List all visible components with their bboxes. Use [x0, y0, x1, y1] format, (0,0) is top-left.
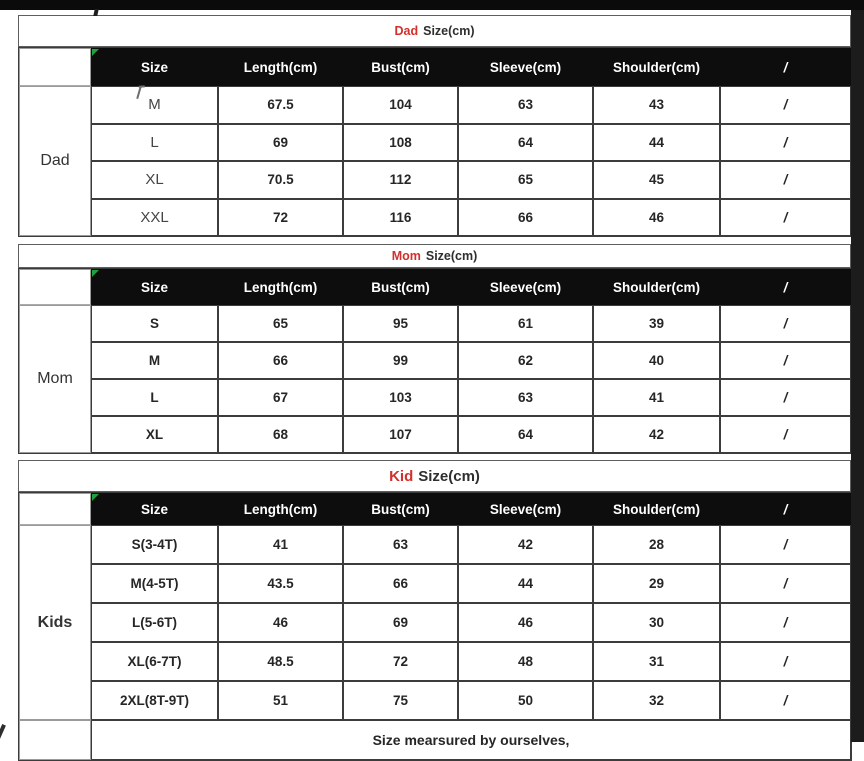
kid-size-table	[18, 492, 852, 761]
column-header	[218, 48, 343, 86]
column-header-label: Size	[140, 279, 168, 295]
column-header	[218, 269, 343, 305]
table-cell: 28	[593, 525, 720, 564]
table-cell: 44	[593, 124, 720, 162]
table-cell: 75	[343, 681, 458, 720]
table-cell: /	[720, 199, 851, 237]
column-header-label: Length(cm)	[243, 501, 318, 517]
top-border-bar	[0, 0, 864, 10]
table-cell: 66	[218, 342, 343, 379]
table-cell: 68	[218, 416, 343, 453]
section-title-group: Dad	[394, 24, 419, 38]
table-cell: /	[720, 603, 851, 642]
section-title-group: Kid	[389, 467, 414, 485]
section-title	[18, 244, 851, 268]
table-cell: 44	[458, 564, 593, 603]
table-cell: 46	[593, 199, 720, 237]
table-cell: L(5-6T)	[91, 603, 218, 642]
table-cell: L	[91, 379, 218, 416]
table-cell: 67.5	[218, 86, 343, 124]
table-cell: 32	[593, 681, 720, 720]
column-header-label: /	[783, 59, 788, 75]
table-cell: 41	[218, 525, 343, 564]
group-label: Dad	[19, 86, 91, 236]
corner-cell	[19, 48, 91, 86]
table-cell: 64	[458, 124, 593, 162]
table-cell: 31	[593, 642, 720, 681]
column-header-label: Size	[140, 501, 168, 517]
table-cell: /	[720, 525, 851, 564]
table-cell: /	[720, 416, 851, 453]
table-cell: 104	[343, 86, 458, 124]
column-header	[343, 48, 458, 86]
table-cell: 45	[593, 161, 720, 199]
section-title-unit: Size(cm)	[425, 249, 478, 263]
column-header-label: /	[783, 501, 788, 517]
column-header	[91, 269, 218, 305]
table-cell: M(4-5T)	[91, 564, 218, 603]
table-cell: 103	[343, 379, 458, 416]
table-cell: 108	[343, 124, 458, 162]
cell-corner-marker-icon	[92, 270, 99, 277]
column-header	[458, 48, 593, 86]
table-cell: 43.5	[218, 564, 343, 603]
column-header	[593, 48, 720, 86]
column-header-label: Shoulder(cm)	[612, 279, 700, 295]
table-cell: 63	[458, 379, 593, 416]
size-chart	[18, 10, 851, 761]
table-cell: 50	[458, 681, 593, 720]
group-label: Kids	[19, 525, 91, 720]
table-cell: 48.5	[218, 642, 343, 681]
column-header	[343, 269, 458, 305]
table-cell: /	[720, 681, 851, 720]
column-header-label: Bust(cm)	[371, 279, 430, 295]
mom-size-section	[18, 244, 851, 454]
table-cell: 41	[593, 379, 720, 416]
table-cell: 66	[458, 199, 593, 237]
column-header-label: Sleeve(cm)	[489, 501, 562, 517]
column-header-label: Sleeve(cm)	[489, 59, 562, 75]
table-cell: 46	[218, 603, 343, 642]
table-cell: 107	[343, 416, 458, 453]
section-title-unit: Size(cm)	[423, 24, 475, 38]
table-cell: XL	[91, 161, 218, 199]
column-header-label: Shoulder(cm)	[612, 501, 700, 517]
table-cell: L	[91, 124, 218, 162]
table-cell: /	[720, 642, 851, 681]
kid-size-section	[18, 460, 851, 761]
table-cell: 69	[218, 124, 343, 162]
corner-cell	[19, 493, 91, 525]
table-cell: M	[91, 342, 218, 379]
column-header-label: Sleeve(cm)	[489, 279, 562, 295]
table-cell: XL(6-7T)	[91, 642, 218, 681]
table-cell: /	[720, 342, 851, 379]
column-header	[720, 269, 851, 305]
column-header	[720, 48, 851, 86]
dad-size-section	[18, 15, 851, 237]
table-cell: 39	[593, 305, 720, 342]
column-header-label: Bust(cm)	[371, 501, 430, 517]
column-header-label: Bust(cm)	[371, 59, 430, 75]
column-header	[458, 269, 593, 305]
table-cell: S(3-4T)	[91, 525, 218, 564]
footer-note: Size mearsured by ourselves,	[91, 720, 851, 760]
cell-corner-marker-icon	[92, 494, 99, 501]
table-cell: 65	[218, 305, 343, 342]
section-title-unit: Size(cm)	[418, 467, 480, 485]
table-cell: 29	[593, 564, 720, 603]
table-cell: 70.5	[218, 161, 343, 199]
table-cell: 30	[593, 603, 720, 642]
table-cell: 64	[458, 416, 593, 453]
table-cell: 66	[343, 564, 458, 603]
table-cell: 67	[218, 379, 343, 416]
table-cell: XXL	[91, 199, 218, 237]
group-label: Mom	[19, 305, 91, 453]
table-cell: /	[720, 161, 851, 199]
table-cell: 48	[458, 642, 593, 681]
table-cell: 63	[343, 525, 458, 564]
table-cell: 2XL(8T-9T)	[91, 681, 218, 720]
column-header	[720, 493, 851, 525]
table-cell: 40	[593, 342, 720, 379]
section-title	[18, 15, 851, 47]
table-cell: 43	[593, 86, 720, 124]
table-cell: 112	[343, 161, 458, 199]
table-cell: 51	[218, 681, 343, 720]
right-border-bar	[851, 0, 864, 742]
dad-size-table	[18, 47, 852, 237]
column-header-label: /	[783, 279, 788, 295]
table-cell: 72	[218, 199, 343, 237]
cell-corner-marker-icon	[92, 49, 99, 56]
column-header	[91, 493, 218, 525]
section-title	[18, 460, 851, 492]
table-cell: /	[720, 305, 851, 342]
corner-cell	[19, 269, 91, 305]
footer-left-cell	[19, 720, 91, 760]
table-cell: 116	[343, 199, 458, 237]
table-cell: 72	[343, 642, 458, 681]
table-cell: 61	[458, 305, 593, 342]
table-cell: S	[91, 305, 218, 342]
column-header	[458, 493, 593, 525]
table-cell: /	[720, 564, 851, 603]
column-header	[593, 493, 720, 525]
table-cell: 69	[343, 603, 458, 642]
table-cell: 65	[458, 161, 593, 199]
table-cell: /	[720, 86, 851, 124]
mom-size-table	[18, 268, 852, 454]
table-cell: 95	[343, 305, 458, 342]
table-cell: 46	[458, 603, 593, 642]
table-cell: 42	[593, 416, 720, 453]
table-cell: 42	[458, 525, 593, 564]
section-title-group: Mom	[391, 249, 421, 263]
column-header-label: Shoulder(cm)	[612, 59, 700, 75]
column-header	[218, 493, 343, 525]
table-cell: XL	[91, 416, 218, 453]
table-cell: /	[720, 379, 851, 416]
table-cell: 62	[458, 342, 593, 379]
table-cell: 99	[343, 342, 458, 379]
column-header	[91, 48, 218, 86]
column-header	[343, 493, 458, 525]
column-header-label: Length(cm)	[243, 279, 318, 295]
column-header	[593, 269, 720, 305]
stray-corner-mark	[0, 724, 6, 744]
column-header-label: Length(cm)	[243, 59, 318, 75]
table-cell: M	[91, 86, 218, 124]
table-cell: 63	[458, 86, 593, 124]
column-header-label: Size	[140, 59, 168, 75]
table-cell: /	[720, 124, 851, 162]
